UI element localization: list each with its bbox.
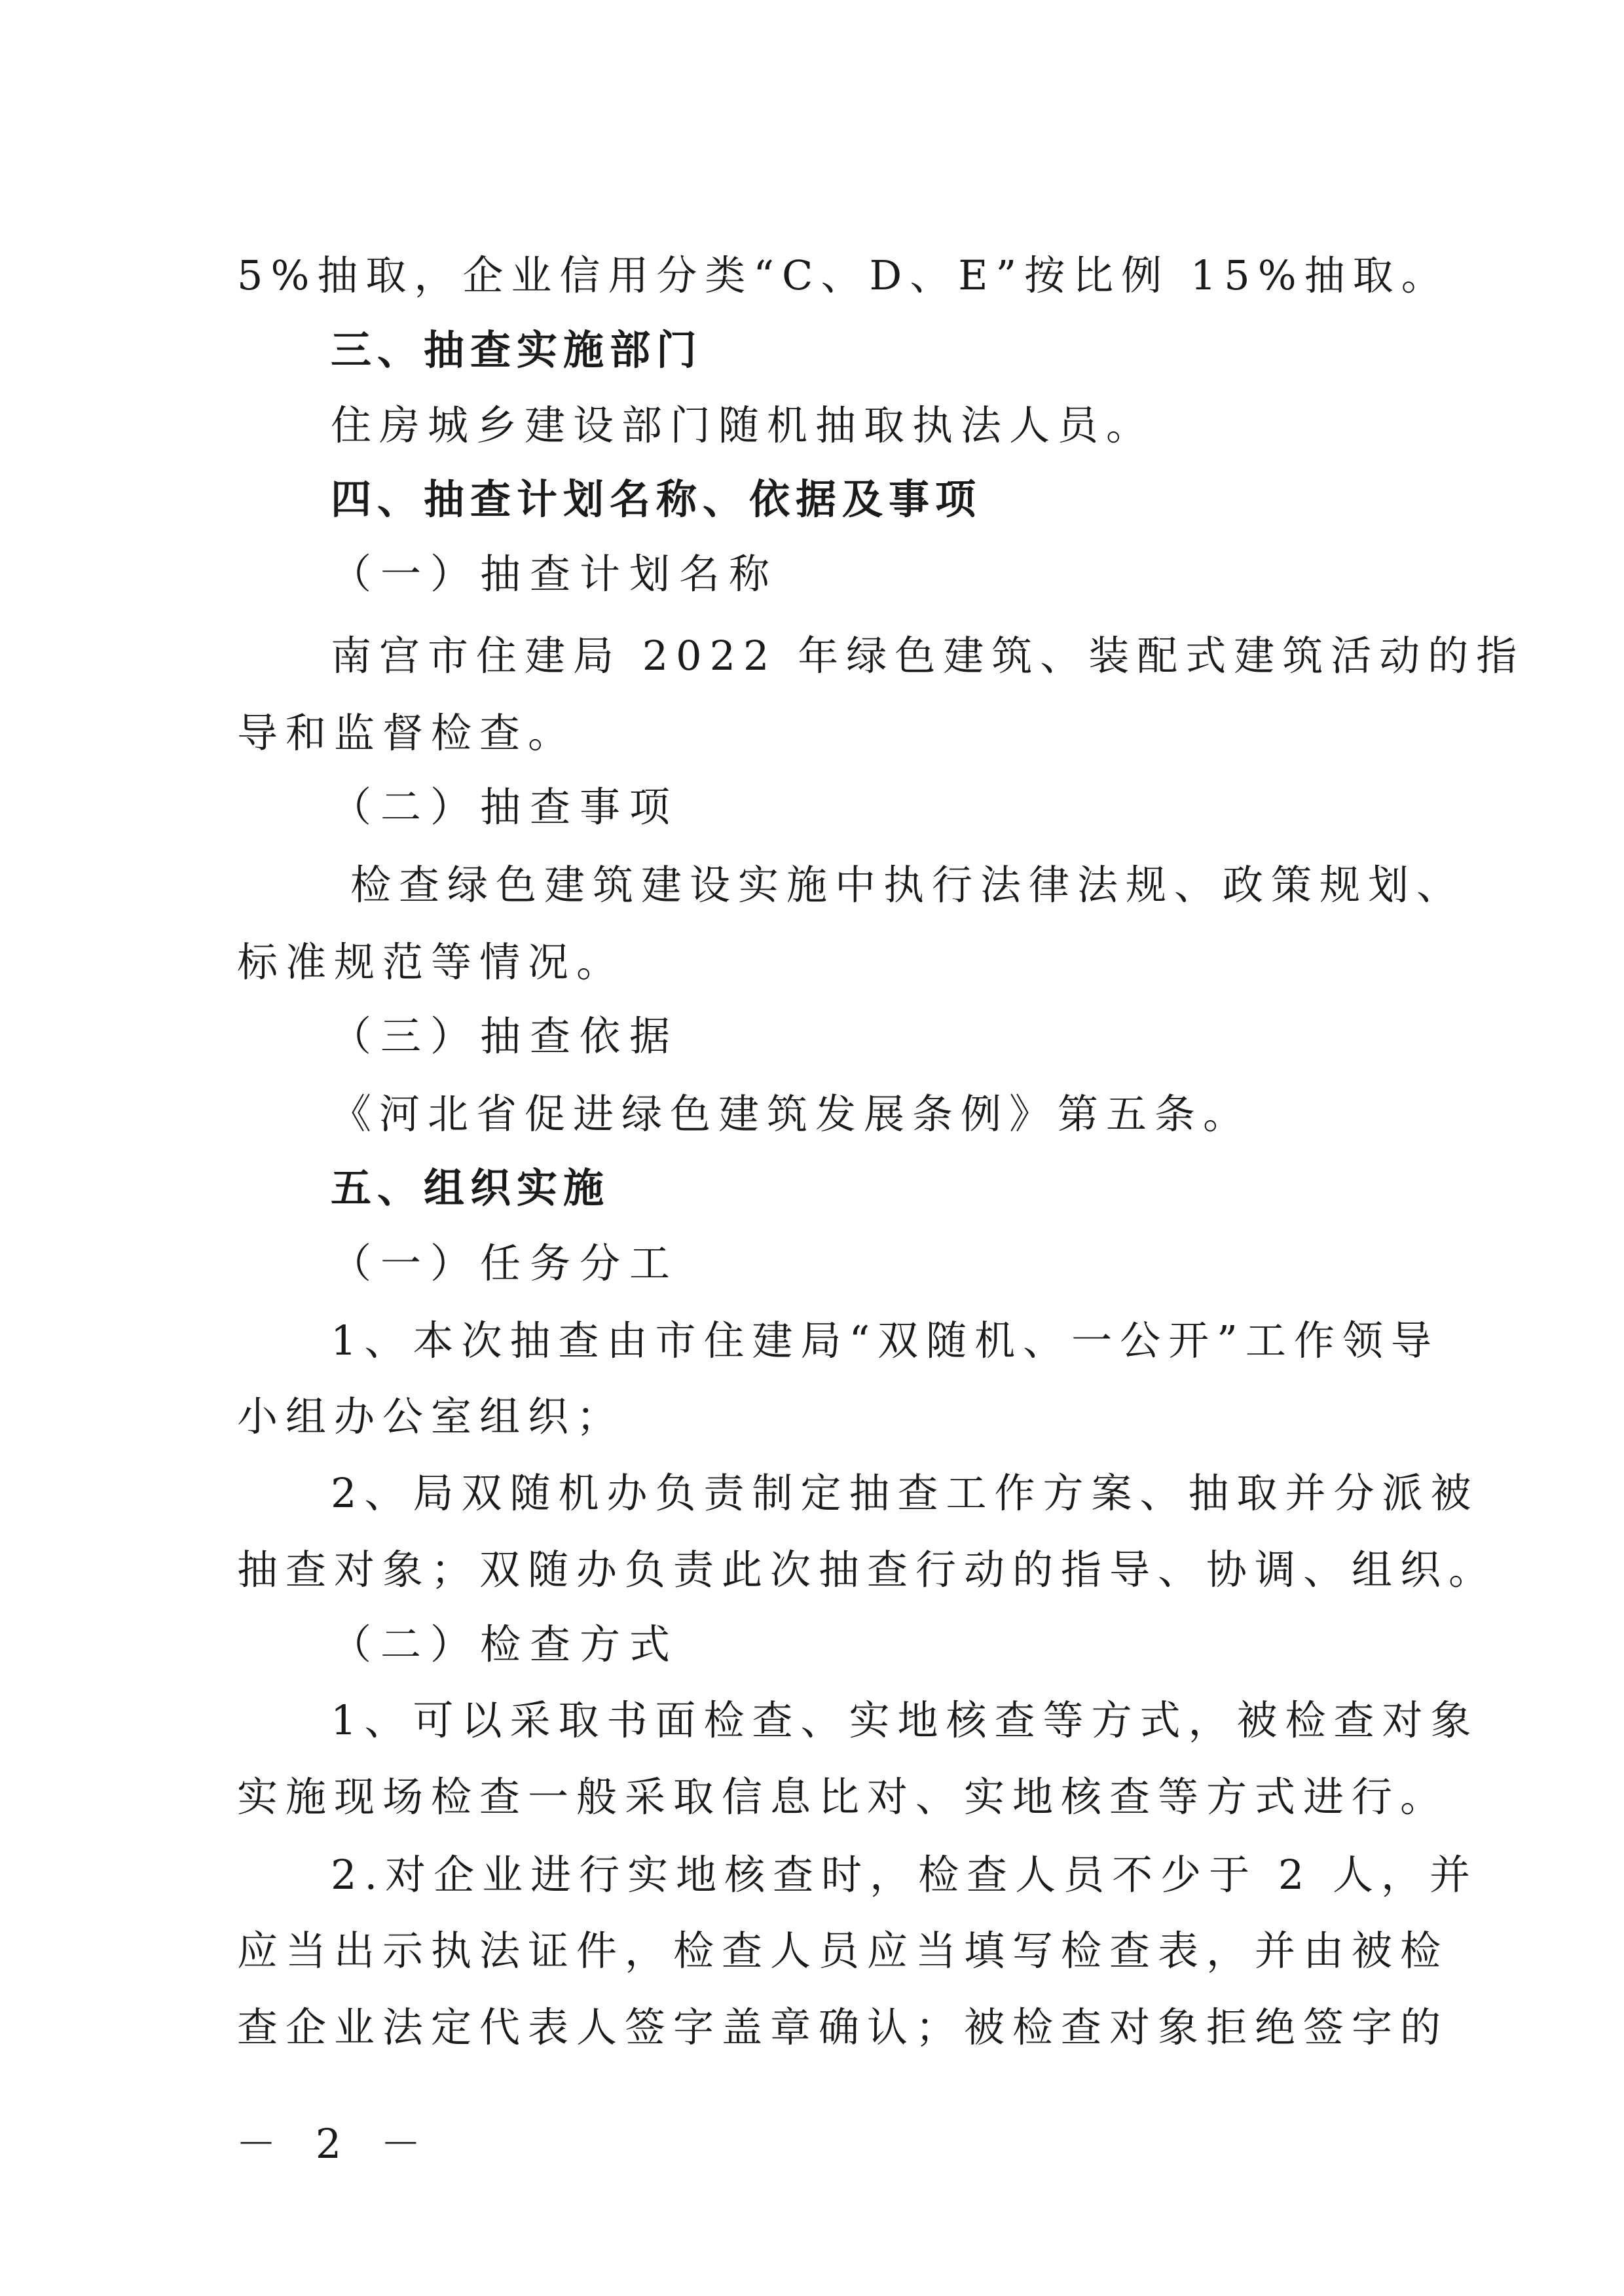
body-text-line: 抽查对象；双随办负责此次抽查行动的指导、协调、组织。 [237,1546,1498,1594]
subsection-heading: （二）检查方式 [331,1620,680,1668]
body-text-line: 小组办公室组织； [237,1393,625,1440]
body-text-line: 住房城乡建设部门随机抽取执法人员。 [331,401,1155,449]
body-text-line: 1、本次抽查由市住建局“双随机、一公开”工作领导 [331,1317,1439,1364]
section-heading: 四、抽查计划名称、依据及事项 [331,475,982,523]
body-text-line: 标准规范等情况。 [237,938,625,986]
section-heading: 五、组织实施 [331,1164,610,1212]
body-text-line: 2.对企业进行实地核查时，检查人员不少于 2 人，并 [331,1851,1479,1899]
body-text-line: 《河北省促进绿色建筑发展条例》第五条。 [331,1090,1252,1138]
section-heading: 三、抽查实施部门 [331,326,703,374]
subsection-heading: （三）抽查依据 [331,1012,680,1060]
body-text-line: 2、局双随机办负责制定抽查工作方案、抽取并分派被 [331,1469,1479,1517]
subsection-heading: （一）任务分工 [331,1239,680,1287]
subsection-heading: （二）抽查事项 [331,783,680,831]
page-number: － 2 － [236,2120,434,2168]
body-text-line: 导和监督检查。 [237,709,577,757]
body-text-line: 查企业法定代表人签字盖章确认；被检查对象拒绝签字的 [237,2003,1449,2051]
body-text-line: 实施现场检查一般采取信息比对、实地核查等方式进行。 [237,1773,1449,1821]
body-text-line: 5%抽取，企业信用分类“C、D、E”按比例 15%抽取。 [237,251,1450,299]
body-text-line: 1、可以采取书面检查、实地核查等方式，被检查对象 [331,1696,1479,1744]
body-text-line: 南宫市住建局 2022 年绿色建筑、装配式建筑活动的指 [331,632,1525,680]
subsection-heading: （一）抽查计划名称 [331,550,779,598]
body-text-line: 应当出示执法证件，检查人员应当填写检查表，并由被检 [237,1927,1449,1975]
body-text-line: 检查绿色建筑建设实施中执行法律法规、政策规划、 [350,861,1466,909]
